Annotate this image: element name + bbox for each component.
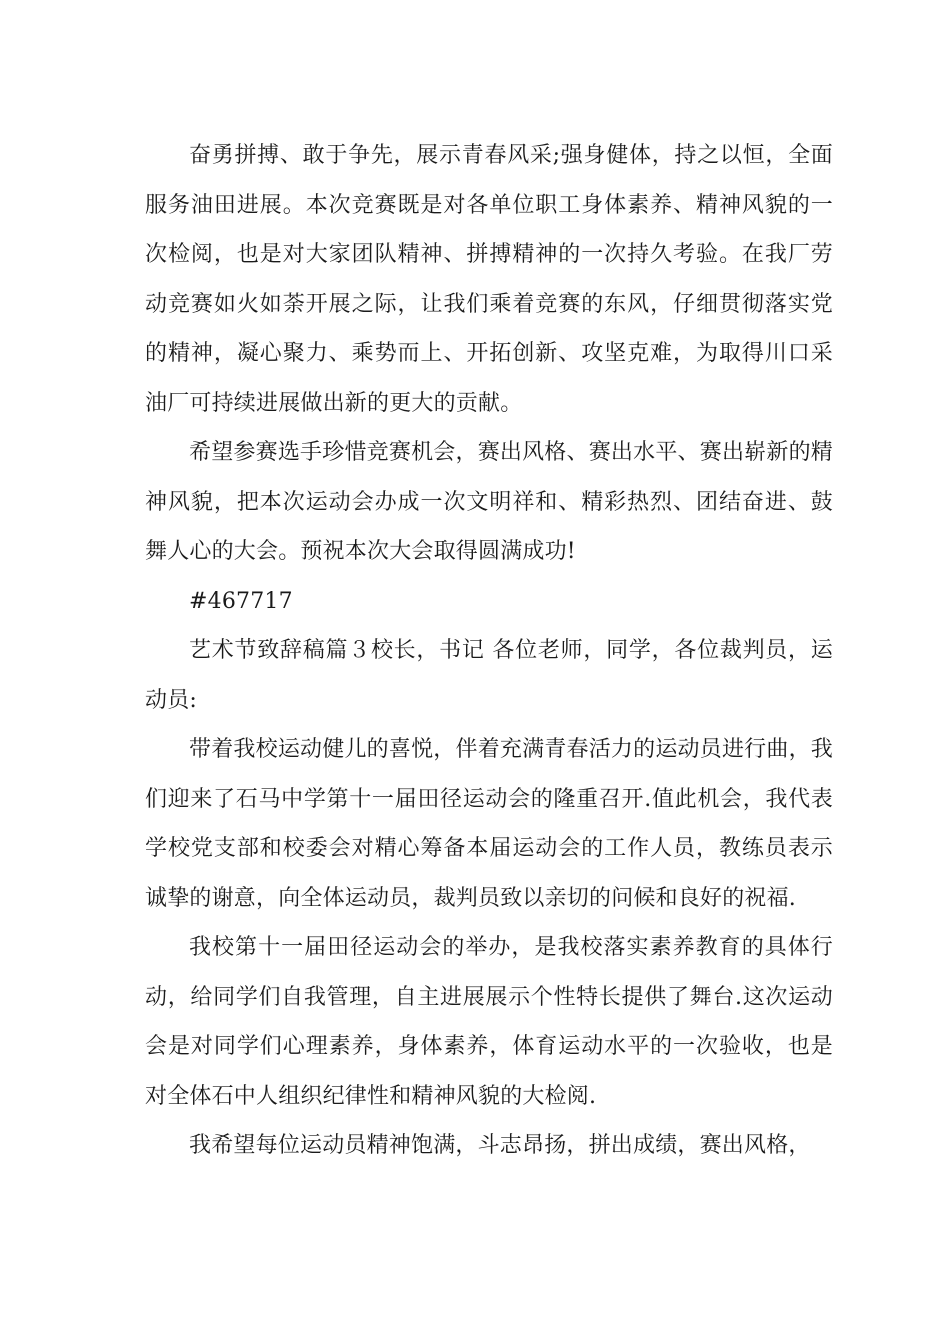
paragraph-7: 我希望每位运动员精神饱满，斗志昂扬，拼出成绩，赛出风格， [189,1133,811,1158]
document-body [145,131,833,1171]
paragraph-1: 奋勇拼搏、敢于争先，展示青春风采;强身健体，持之以恒，全面服务油田进展。本次竞赛既是对各单位职工身体素养、精神风貌的一次检阅，也是对大家团队精神、拼搏精神的一次持久考验。在我厂劳动竞赛如火如荼开展之际，让我们乘着竞赛的东风，仔细贯彻落实党的精神，凝心聚力、乘势而上、开拓创新、攻坚克难，为取得川口采油厂可持续进展做出新的更大的贡献。 [145,143,833,416]
paragraph-6: 我校第十一届田径运动会的举办，是我校落实素养教育的具体行动，给同学们自我管理，自主进展展示个性特长提供了舞台.这次运动会是对同学们心理素养，身体素养，体育运动水平的一次验收，也是对全体石中人组织纪律性和精神风貌的大检阅. [145,935,833,1109]
paragraph-3-code: #467717 [189,588,293,614]
paragraph-4-heading: 艺术节致辞稿篇３校长，书记 各位老师，同学，各位裁判员，运动员: [145,638,833,713]
paragraph-5: 带着我校运动健儿的喜悦，伴着充满青春活力的运动员进行曲，我们迎来了石马中学第十一届田径运动会的隆重召开.值此机会，我代表学校党支部和校委会对精心筹备本届运动会的工作人员，教练员表示诚挚的谢意，向全体运动员，裁判员致以亲切的问候和良好的祝福. [145,737,833,911]
paragraph-2: 希望参赛选手珍惜竞赛机会，赛出风格、赛出水平、赛出崭新的精神风貌，把本次运动会办成一次文明祥和、精彩热烈、团结奋进、鼓舞人心的大会。预祝本次大会取得圆满成功! [145,440,833,564]
